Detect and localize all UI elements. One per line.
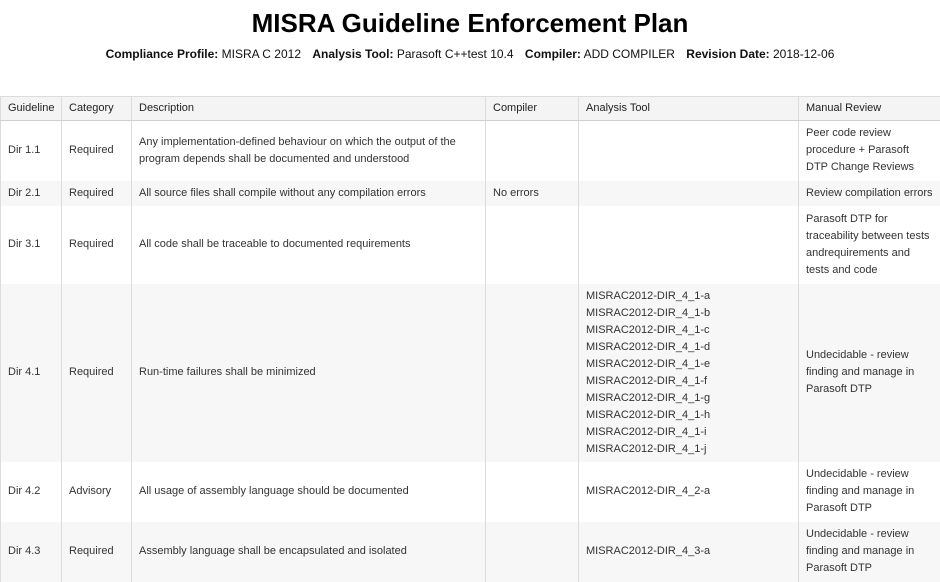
manual-review-cell: Peer code review procedure + Parasoft DTP Change Reviews [799,121,940,181]
compliance-profile: Compliance Profile: MISRA C 2012 [106,47,301,61]
analysis-tool-cell [579,121,799,181]
analysis-tool-cell [579,284,799,462]
rule-id: MISRAC2012-DIR_4_2-a [586,483,791,500]
compiler-cell: No errors [486,181,579,206]
category-cell: Advisory [62,462,132,522]
analysis-tool-cell [579,206,799,284]
column-header-manual-review: Manual Review [799,97,940,121]
rule-id: MISRAC2012-DIR_4_1-f [586,373,791,390]
table-row [1,462,940,522]
rule-id: MISRAC2012-DIR_4_1-c [586,322,791,339]
description-cell: All source files shall compile without any compilation errors [132,181,486,206]
guideline-cell: Dir 3.1 [1,206,62,284]
rule-id: MISRAC2012-DIR_4_1-e [586,356,791,373]
guideline-cell: Dir 4.2 [1,462,62,522]
rule-id: MISRAC2012-DIR_4_1-a [586,288,791,305]
category-cell: Required [62,522,132,582]
plan-metadata [0,46,940,62]
table-row [1,181,940,206]
description-cell: Any implementation-defined behaviour on which the output of the program depends shall be documented and understood [132,121,486,181]
analysis-tool-cell [579,181,799,206]
enforcement-table-container [0,96,940,582]
description-cell: All usage of assembly language should be documented [132,462,486,522]
compiler-cell [486,462,579,522]
column-header-description: Description [132,97,486,121]
category-cell: Required [62,206,132,284]
description-cell: Assembly language shall be encapsulated and isolated [132,522,486,582]
compiler-cell [486,522,579,582]
category-cell: Required [62,284,132,462]
table-row [1,206,940,284]
revision-date: Revision Date: 2018-12-06 [686,47,834,61]
compiler-cell [486,284,579,462]
table-header-row [1,97,940,121]
guideline-cell: Dir 4.3 [1,522,62,582]
compiler: Compiler: ADD COMPILER [525,47,675,61]
guideline-cell: Dir 4.1 [1,284,62,462]
enforcement-table [0,96,940,582]
guideline-cell: Dir 1.1 [1,121,62,181]
compiler-cell [486,121,579,181]
compiler-cell [486,206,579,284]
rule-id: MISRAC2012-DIR_4_1-g [586,390,791,407]
description-cell: All code shall be traceable to documented requirements [132,206,486,284]
category-cell: Required [62,121,132,181]
rule-id: MISRAC2012-DIR_4_1-d [586,339,791,356]
manual-review-cell: Undecidable - review finding and manage in Parasoft DTP [799,462,940,522]
table-row [1,522,940,582]
guideline-cell: Dir 2.1 [1,181,62,206]
analysis-tool-cell [579,462,799,522]
rule-id: MISRAC2012-DIR_4_1-b [586,305,791,322]
rule-id: MISRAC2012-DIR_4_1-i [586,424,791,441]
rule-id: MISRAC2012-DIR_4_1-h [586,407,791,424]
column-header-analysis-tool: Analysis Tool [579,97,799,121]
category-cell: Required [62,181,132,206]
manual-review-cell: Parasoft DTP for traceability between tests andrequirements and tests and code [799,206,940,284]
column-header-guideline: Guideline [1,97,62,121]
page-title: MISRA Guideline Enforcement Plan [0,0,940,40]
column-header-category: Category [62,97,132,121]
table-row [1,284,940,462]
manual-review-cell: Undecidable - review finding and manage in Parasoft DTP [799,522,940,582]
analysis-tool-cell [579,522,799,582]
analysis-tool: Analysis Tool: Parasoft C++test 10.4 [312,47,513,61]
table-row [1,121,940,181]
rule-id: MISRAC2012-DIR_4_3-a [586,543,791,560]
manual-review-cell: Review compilation errors [799,181,940,206]
manual-review-cell: Undecidable - review finding and manage in Parasoft DTP [799,284,940,462]
description-cell: Run-time failures shall be minimized [132,284,486,462]
rule-id: MISRAC2012-DIR_4_1-j [586,441,791,458]
column-header-compiler: Compiler [486,97,579,121]
